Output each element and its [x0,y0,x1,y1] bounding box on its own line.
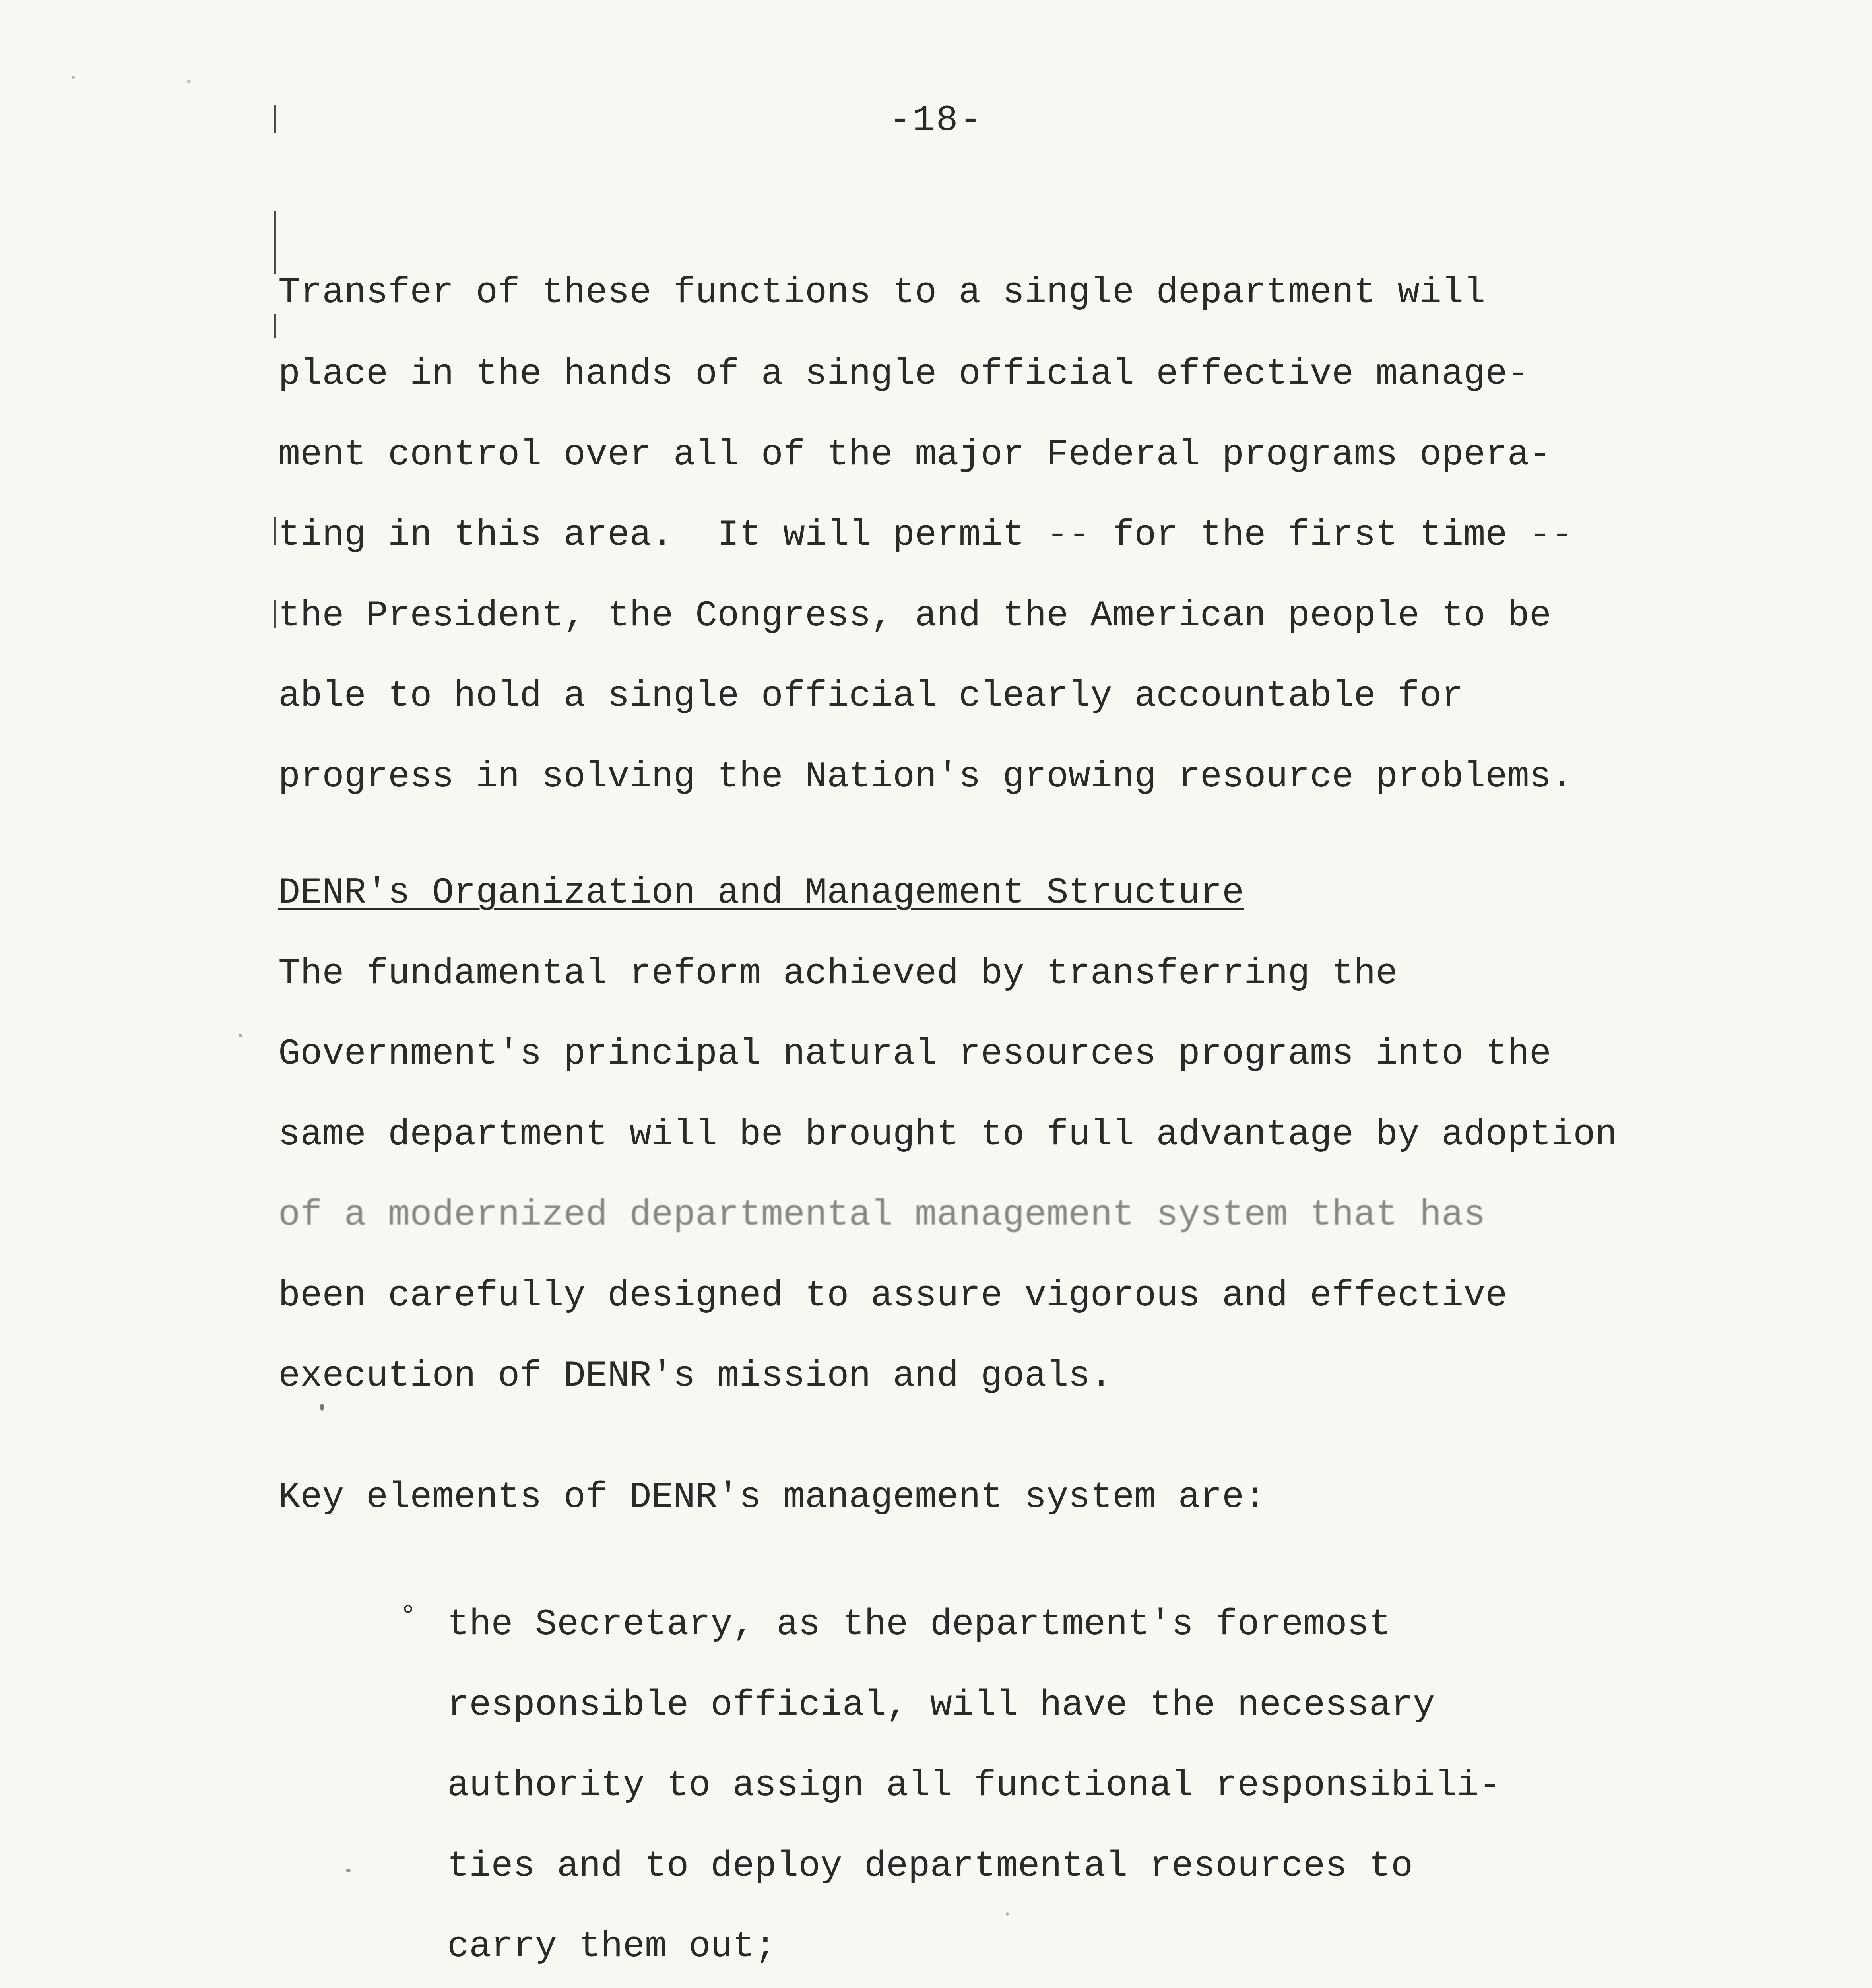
text-line: the Secretary, as the department's foremost [447,1604,1391,1645]
text-line: same department will be brought to full advantage by adoption [278,1114,1617,1155]
margin-mark [274,211,276,274]
text-line: Transfer of these functions to a single department will [278,272,1486,313]
scan-speck [187,80,191,83]
bullet-marker: ° [400,1600,417,1633]
text-line: The fundamental reform achieved by transferring the [278,953,1398,994]
text-line: able to hold a single official clearly accountable for [278,675,1464,717]
text-line: been carefully designed to assure vigorous and effective [278,1275,1507,1316]
page-number: -18- [889,99,983,141]
text-line: progress in solving the Nation's growing resource problems. [278,756,1573,798]
list-lead-in: Key elements of DENR's management system are: [278,1476,1266,1518]
text-line: ting in this area. It will permit -- for the first time -- [278,514,1573,556]
scan-speck [239,1034,242,1037]
scan-speck [346,1869,351,1872]
text-line: the President, the Congress, and the American people to be [278,595,1552,637]
margin-mark [274,105,276,133]
text-line: Government's principal natural resources programs into the [278,1033,1552,1075]
text-line: carry them out; [447,1926,777,1967]
text-line: authority to assign all functional responsibili- [447,1765,1501,1806]
section-heading: DENR's Organization and Management Structure [278,872,1244,914]
text-line: of a modernized departmental management system that has [278,1194,1486,1236]
scan-speck [320,1404,324,1411]
margin-mark [274,517,276,545]
scan-speck [72,76,75,79]
text-line: place in the hands of a single official effective manage- [278,353,1529,395]
text-line: responsible official, will have the necessary [447,1684,1435,1726]
text-line: ties and to deploy departmental resources to [447,1845,1413,1887]
text-line: execution of DENR's mission and goals. [278,1355,1112,1397]
scan-speck [1006,1912,1009,1916]
margin-mark [274,314,276,338]
margin-mark [274,600,276,628]
text-line: ment control over all of the major Federal programs opera- [278,434,1552,476]
